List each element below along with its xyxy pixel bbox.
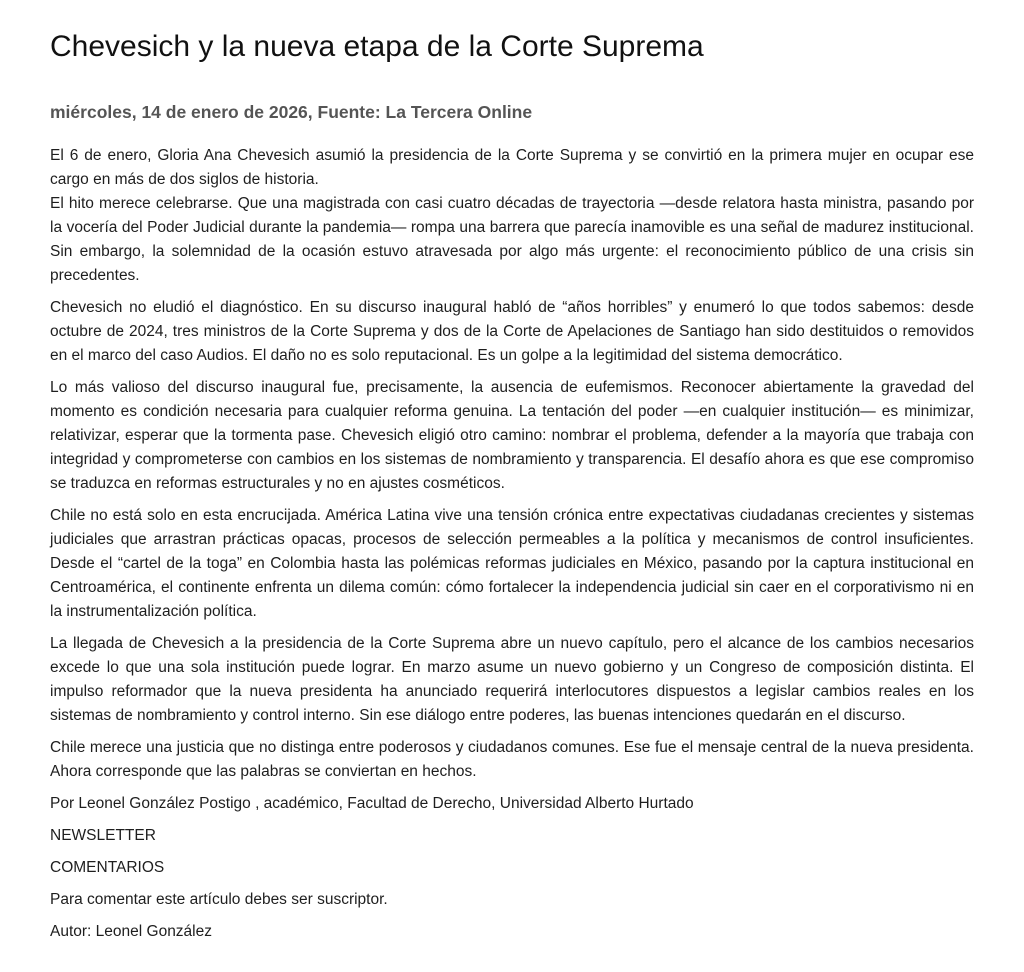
article-dateline: miércoles, 14 de enero de 2026, Fuente: La Tercera Online [50,102,533,122]
subscriber-notice: Para comentar este artículo debes ser suscriptor. [50,891,388,908]
newsletter-label: NEWSLETTER [50,827,156,844]
article-title: Chevesich y la nueva etapa de la Corte Suprema [50,30,704,63]
author-line: Autor: Leonel González [50,923,212,940]
byline: Por Leonel González Postigo , académico, Facultad de Derecho, Universidad Alberto Hurtado [50,795,694,812]
paragraph-intro: El 6 de enero, Gloria Ana Chevesich asumió la presidencia de la Corte Suprema y se convirtió en la primera mujer en ocupar ese cargo en más de dos siglos de historia. [50,147,974,188]
paragraph-discurso: Lo más valioso del discurso inaugural fue, precisamente, la ausencia de eufemismos. Reconocer abiertamente la gravedad del momento es condición necesaria para cualquier reforma genuina. La tentación del poder —en cualquier institución— es minimizar, relativizar, esperar que la tormenta pase. Chevesich eligió otro camino: nombrar el problema, defender a la mayoría que trabaja con integridad y comprometerse con cambios en los sistemas de nombramiento y transparencia. El desafío ahora es que ese compromiso se traduzca en reformas estructurales y no en ajustes cosméticos. [50,379,974,492]
paragraph-hito: El hito merece celebrarse. Que una magistrada con casi cuatro décadas de trayectoria —desde relatora hasta ministra, pasando por la vocería del Poder Judicial durante la pandemia— rompa una barrera que parecía inamovible es una señal de madurez institucional. Sin embargo, la solemnidad de la ocasión estuvo atravesada por algo más urgente: el reconocimiento público de una crisis sin precedentes. [50,195,974,284]
paragraph-diagnostico: Chevesich no eludió el diagnóstico. En su discurso inaugural habló de “años horribles” y enumeró lo que todos sabemos: desde octubre de 2024, tres ministros de la Corte Suprema y dos de la Corte de Apelaciones de Santiago han sido destituidos o removidos en el marco del caso Audios. El daño no es solo reputacional. Es un golpe a la legitimidad del sistema democrático. [50,299,974,364]
article-body [50,144,974,944]
paragraph-nuevo-capitulo: La llegada de Chevesich a la presidencia de la Corte Suprema abre un nuevo capítulo, pero el alcance de los cambios necesarios excede lo que una sola institución puede lograr. En marzo asume un nuevo gobierno y un Congreso de composición distinta. El impulso reformador que la nueva presidenta ha anunciado requerirá interlocutores dispuestos a legislar cambios reales en los sistemas de nombramiento y control interno. Sin ese diálogo entre poderes, las buenas intenciones quedarán en el discurso. [50,635,974,724]
paragraph-cierre: Chile merece una justicia que no distinga entre poderosos y ciudadanos comunes. Ese fue el mensaje central de la nueva presidenta. Ahora corresponde que las palabras se conviertan en hechos. [50,739,974,780]
comments-label: COMENTARIOS [50,859,165,876]
paragraph-america-latina: Chile no está solo en esta encrucijada. América Latina vive una tensión crónica entre expectativas ciudadanas crecientes y sistemas judiciales que arrastran prácticas opacas, procesos de selección permeables a la política y mecanismos de control insuficientes. Desde el “cartel de la toga” en Colombia hasta las polémicas reformas judiciales en México, pasando por la captura institucional en Centroamérica, el continente enfrenta un dilema común: cómo fortalecer la independencia judicial sin caer en el corporativismo ni en la instrumentalización política. [50,507,974,620]
